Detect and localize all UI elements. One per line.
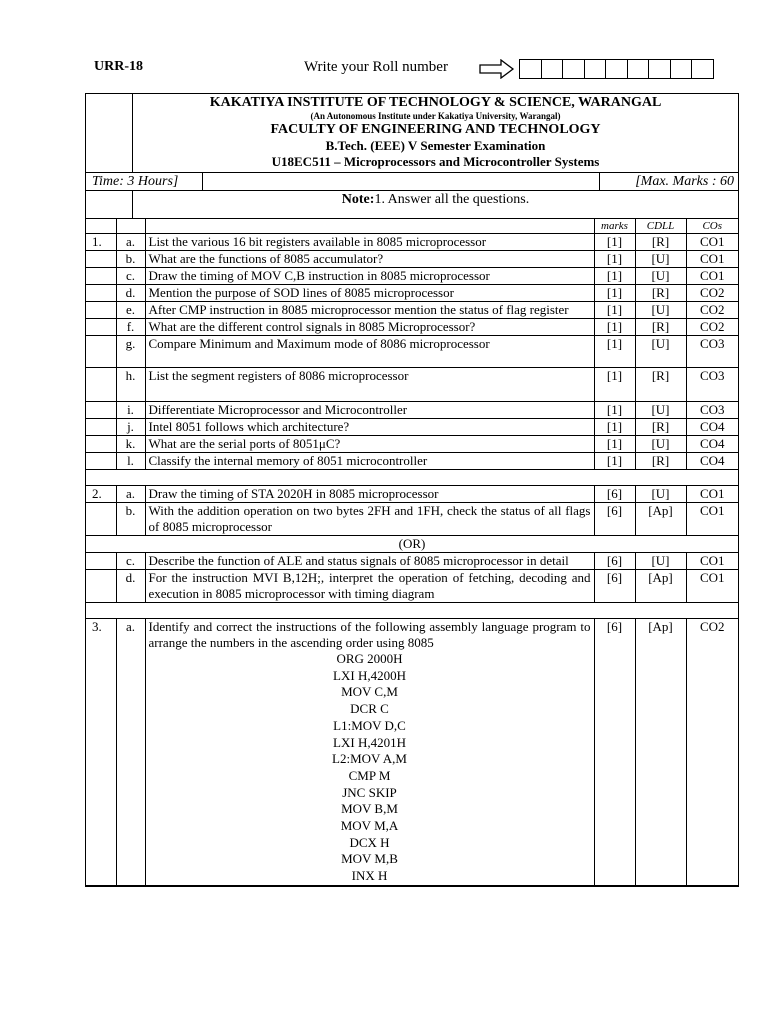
program-line: INX H xyxy=(351,868,388,884)
question-text: List the segment registers of 8086 microprocessor xyxy=(145,368,594,402)
co: CO1 xyxy=(686,234,738,251)
column-header-row xyxy=(86,219,738,234)
roll-box[interactable] xyxy=(563,59,585,79)
table-row xyxy=(86,419,738,436)
col-cos: COs xyxy=(686,219,738,234)
co: CO4 xyxy=(686,453,738,470)
question-text: Differentiate Microprocessor and Microcontroller xyxy=(145,402,594,419)
co: CO1 xyxy=(686,503,738,536)
col-cdll: CDLL xyxy=(635,219,686,234)
sub-label: d. xyxy=(116,570,145,603)
note-text: 1. Answer all the questions. xyxy=(374,192,530,207)
sub-label: f. xyxy=(116,319,145,336)
max-marks-label: [Max. Marks : 60 xyxy=(635,174,734,189)
table-row xyxy=(86,453,738,470)
co: CO1 xyxy=(686,251,738,268)
cdll: [U] xyxy=(635,436,686,453)
cdll: [R] xyxy=(635,368,686,402)
cdll: [R] xyxy=(635,319,686,336)
sub-label: j. xyxy=(116,419,145,436)
or-label: (OR) xyxy=(86,536,738,553)
co: CO3 xyxy=(686,368,738,402)
cdll: [U] xyxy=(635,302,686,319)
program-line: MOV M,B xyxy=(341,851,398,867)
cdll: [Ap] xyxy=(635,619,686,886)
program-line: LXI H,4200H xyxy=(333,667,406,683)
co: CO4 xyxy=(686,436,738,453)
program-line: MOV M,A xyxy=(340,818,399,834)
question-text: Classify the internal memory of 8051 microcontroller xyxy=(145,453,594,470)
program-line: JNC SKIP xyxy=(342,784,397,800)
table-row xyxy=(86,319,738,336)
sub-label: b. xyxy=(116,503,145,536)
marks: [1] xyxy=(594,402,635,419)
questions-table xyxy=(86,219,738,886)
program-line: MOV C,M xyxy=(341,684,398,700)
or-row xyxy=(86,536,738,553)
sub-label: k. xyxy=(116,436,145,453)
marks: [1] xyxy=(594,251,635,268)
table-row xyxy=(86,251,738,268)
note-row xyxy=(86,191,738,219)
co: CO1 xyxy=(686,553,738,570)
spacer-row xyxy=(86,603,738,619)
table-row xyxy=(86,368,738,402)
roll-box[interactable] xyxy=(519,59,542,79)
marks: [1] xyxy=(594,453,635,470)
marks: [1] xyxy=(594,285,635,302)
question-text: What are the different control signals in 8085 Microprocessor? xyxy=(145,319,594,336)
roll-box[interactable] xyxy=(585,59,607,79)
paper-code: URR-18 xyxy=(94,59,143,74)
col-marks: marks xyxy=(594,219,635,234)
co: CO1 xyxy=(686,486,738,503)
table-row xyxy=(86,234,738,251)
institute-subtitle: (An Autonomous Institute under Kakatiya University, Warangal) xyxy=(310,111,561,121)
question-text: List the various 16 bit registers available in 8085 microprocessor xyxy=(145,234,594,251)
table-row xyxy=(86,402,738,419)
table-row xyxy=(86,619,738,886)
question-number: 1. xyxy=(86,234,116,251)
table-row xyxy=(86,570,738,603)
question-text: Describe the function of ALE and status signals of 8085 microprocessor in detail xyxy=(145,553,594,570)
roll-number-boxes[interactable] xyxy=(519,59,714,79)
marks: [1] xyxy=(594,336,635,368)
co: CO2 xyxy=(686,302,738,319)
program-line: L1:MOV D,C xyxy=(333,717,406,733)
sub-label: g. xyxy=(116,336,145,368)
course-title: U18EC511 – Microprocessors and Microcontroller Systems xyxy=(271,154,600,169)
question-text: Intel 8051 follows which architecture? xyxy=(145,419,594,436)
sub-label: a. xyxy=(116,619,145,886)
program-line: MOV B,M xyxy=(341,801,398,817)
sub-label: e. xyxy=(116,302,145,319)
marks: [1] xyxy=(594,234,635,251)
question-text: After CMP instruction in 8085 microprocessor mention the status of flag register xyxy=(145,302,594,319)
marks: [6] xyxy=(594,619,635,886)
question-number: 3. xyxy=(86,619,116,886)
cdll: [U] xyxy=(635,486,686,503)
roll-box[interactable] xyxy=(606,59,628,79)
question-text: Mention the purpose of SOD lines of 8085 microprocessor xyxy=(145,285,594,302)
note-label: Note: xyxy=(341,192,375,207)
sub-label: c. xyxy=(116,553,145,570)
roll-number-label: Write your Roll number xyxy=(304,59,448,75)
cdll: [U] xyxy=(635,251,686,268)
question-paper xyxy=(85,93,739,887)
program-line: CMP M xyxy=(348,767,391,783)
marks: [6] xyxy=(594,486,635,503)
table-row xyxy=(86,302,738,319)
assembly-program xyxy=(149,651,591,885)
question-text: What are the serial ports of 8051μC? xyxy=(145,436,594,453)
question-text: Draw the timing of MOV C,B instruction in 8085 microprocessor xyxy=(145,268,594,285)
cdll: [U] xyxy=(635,402,686,419)
time-label: Time: 3 Hours] xyxy=(86,173,203,190)
roll-box[interactable] xyxy=(671,59,693,79)
marks: [1] xyxy=(594,436,635,453)
sub-label: d. xyxy=(116,285,145,302)
table-row xyxy=(86,503,738,536)
co: CO1 xyxy=(686,570,738,603)
arrow-right-icon xyxy=(479,59,515,79)
co: CO2 xyxy=(686,319,738,336)
cdll: [U] xyxy=(635,336,686,368)
faculty-name: FACULTY OF ENGINEERING AND TECHNOLOGY xyxy=(270,122,601,137)
marks: [1] xyxy=(594,319,635,336)
question-text: What are the functions of 8085 accumulator? xyxy=(145,251,594,268)
program-line: DCX H xyxy=(349,834,390,850)
marks: [1] xyxy=(594,268,635,285)
cdll: [Ap] xyxy=(635,503,686,536)
table-row xyxy=(86,268,738,285)
question-text: Identify and correct the instructions of the following assembly language program to arrange the numbers in the ascending order using 8085 xyxy=(148,619,591,650)
cdll: [R] xyxy=(635,234,686,251)
program-line: L2:MOV A,M xyxy=(332,751,407,767)
question-text: For the instruction MVI B,12H;, interpret the operation of fetching, decoding and execution in 8085 microprocessor with timing diagram xyxy=(145,570,594,603)
marks: [6] xyxy=(594,503,635,536)
sub-label: a. xyxy=(116,234,145,251)
cdll: [R] xyxy=(635,453,686,470)
marks: [6] xyxy=(594,553,635,570)
question-text: Draw the timing of STA 2020H in 8085 microprocessor xyxy=(145,486,594,503)
cdll: [U] xyxy=(635,553,686,570)
time-marks-row xyxy=(86,173,738,191)
cdll: [R] xyxy=(635,285,686,302)
co: CO3 xyxy=(686,336,738,368)
table-row xyxy=(86,486,738,503)
table-row xyxy=(86,285,738,302)
roll-box[interactable] xyxy=(649,59,671,79)
roll-box[interactable] xyxy=(542,59,564,79)
table-row xyxy=(86,553,738,570)
institute-name: KAKATIYA INSTITUTE OF TECHNOLOGY & SCIENCE, WARANGAL xyxy=(209,95,662,110)
table-row xyxy=(86,436,738,453)
sub-label: h. xyxy=(116,368,145,402)
table-row xyxy=(86,336,738,368)
sub-label: a. xyxy=(116,486,145,503)
co: CO4 xyxy=(686,419,738,436)
co: CO1 xyxy=(686,268,738,285)
cdll: [Ap] xyxy=(635,570,686,603)
co: CO2 xyxy=(686,619,738,886)
cdll: [U] xyxy=(635,268,686,285)
cdll: [R] xyxy=(635,419,686,436)
marks: [6] xyxy=(594,570,635,603)
exam-title: B.Tech. (EEE) V Semester Examination xyxy=(325,138,546,153)
sub-label: c. xyxy=(116,268,145,285)
paper-header xyxy=(86,94,738,173)
roll-box[interactable] xyxy=(628,59,650,79)
marks: [1] xyxy=(594,368,635,402)
program-line: LXI H,4201H xyxy=(333,734,406,750)
co: CO3 xyxy=(686,402,738,419)
program-line: DCR C xyxy=(350,701,389,717)
sub-label: i. xyxy=(116,402,145,419)
roll-box[interactable] xyxy=(692,59,714,79)
program-line: ORG 2000H xyxy=(336,651,403,666)
marks: [1] xyxy=(594,302,635,319)
sub-label: l. xyxy=(116,453,145,470)
question-text: With the addition operation on two bytes 2FH and 1FH, check the status of all flags of 8085 microprocessor xyxy=(145,503,594,536)
marks: [1] xyxy=(594,419,635,436)
question-number: 2. xyxy=(86,486,116,503)
co: CO2 xyxy=(686,285,738,302)
spacer-row xyxy=(86,470,738,486)
question-text: Compare Minimum and Maximum mode of 8086 microprocessor xyxy=(145,336,594,368)
sub-label: b. xyxy=(116,251,145,268)
